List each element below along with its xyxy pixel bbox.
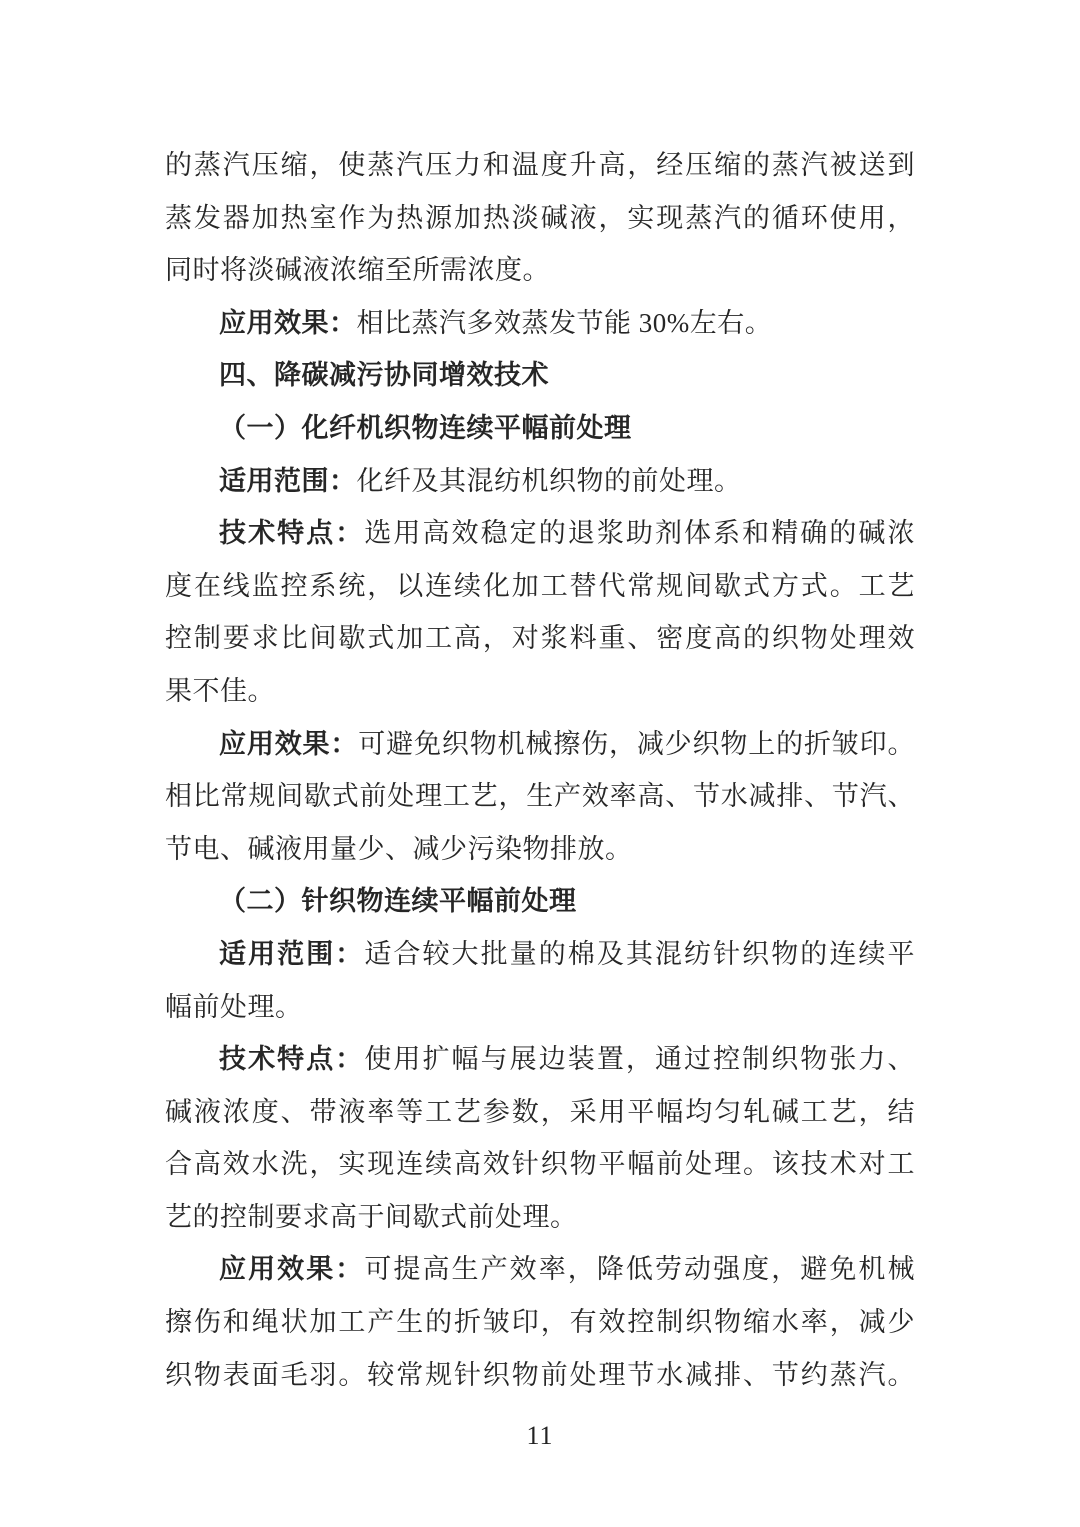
line-bold-label: 技术特点： (219, 518, 365, 549)
text-line-7 (165, 455, 915, 508)
subsection-heading-1 (165, 402, 915, 455)
text-line-20 (165, 1138, 915, 1191)
line-text: 化纤及其混纺机织物的前处理。 (356, 465, 742, 496)
text-line-18 (165, 1033, 915, 1086)
line-text: 擦伤和绳状加工产生的折皱印，有效控制织物缩水率，减少 (165, 1307, 915, 1338)
line-text: 节电、碱液用量少、减少污染物排放。 (165, 833, 633, 864)
line-text: 艺的控制要求高于间歇式前处理。 (165, 1201, 578, 1232)
text-line-11 (165, 665, 915, 718)
text-line-8 (165, 507, 915, 560)
text-line-16 (165, 928, 915, 981)
text-line-24 (165, 1349, 915, 1402)
line-text: 织物表面毛羽。较常规针织物前处理节水减排、节约蒸汽。 (165, 1359, 915, 1390)
text-line-4 (165, 297, 915, 350)
text-line-13 (165, 770, 915, 823)
line-bold-label: 技术特点： (219, 1044, 365, 1075)
line-text: 幅前处理。 (165, 991, 303, 1022)
line-text: 碱液浓度、带液率等工艺参数，采用平幅均匀轧碱工艺，结 (165, 1096, 915, 1127)
line-text: 使用扩幅与展边装置，通过控制织物张力、 (364, 1044, 915, 1075)
text-line-14 (165, 823, 915, 876)
heading-text: （二）针织物连续平幅前处理 (219, 886, 577, 917)
line-text: 同时将淡碱液浓缩至所需浓度。 (165, 255, 550, 286)
text-line-19 (165, 1086, 915, 1139)
text-line-9 (165, 560, 915, 613)
line-text: 相比常规间歇式前处理工艺，生产效率高、节水减排、节汽、 (165, 781, 915, 812)
line-text: 可提高生产效率，降低劳动强度，避免机械 (364, 1254, 915, 1285)
line-text: 选用高效稳定的退浆助剂体系和精确的碱浓 (364, 518, 915, 549)
heading-text: （一）化纤机织物连续平幅前处理 (219, 412, 632, 443)
section-heading (165, 349, 915, 402)
line-text: 蒸发器加热室作为热源加热淡碱液，实现蒸汽的循环使用， (165, 202, 915, 233)
document-text-block (165, 139, 915, 1401)
subsection-heading-2 (165, 875, 915, 928)
line-bold-label: 适用范围： (219, 465, 357, 496)
heading-text: 四、降碳减污协同增效技术 (219, 360, 549, 391)
line-text: 合高效水洗，实现连续高效针织物平幅前处理。该技术对工 (165, 1149, 915, 1180)
line-text: 适合较大批量的棉及其混纺针织物的连续平 (364, 938, 915, 969)
line-text: 相比蒸汽多效蒸发节能 30%左右。 (356, 307, 773, 338)
text-line-10 (165, 612, 915, 665)
line-bold-label: 应用效果： (219, 307, 357, 338)
text-line-17 (165, 981, 915, 1034)
line-bold-label: 适用范围： (219, 938, 365, 969)
line-text: 的蒸汽压缩，使蒸汽压力和温度升高，经压缩的蒸汽被送到 (165, 150, 915, 180)
text-line-21 (165, 1191, 915, 1244)
line-text: 果不佳。 (165, 675, 275, 706)
line-text: 控制要求比间歇式加工高，对浆料重、密度高的织物处理效 (165, 623, 915, 654)
page-number: 11 (526, 1421, 554, 1450)
line-bold-label: 应用效果： (219, 728, 359, 759)
line-text: 度在线监控系统，以连续化加工替代常规间歇式方式。工艺 (165, 570, 915, 601)
text-line-23 (165, 1296, 915, 1349)
text-line-22 (165, 1243, 915, 1296)
text-line-3 (165, 244, 915, 297)
text-line-2 (165, 192, 915, 245)
text-line-1 (165, 139, 915, 192)
text-line-12 (165, 718, 915, 771)
line-text: 可避免织物机械擦伤，减少织物上的折皱印。 (358, 728, 915, 759)
line-bold-label: 应用效果： (219, 1254, 365, 1285)
